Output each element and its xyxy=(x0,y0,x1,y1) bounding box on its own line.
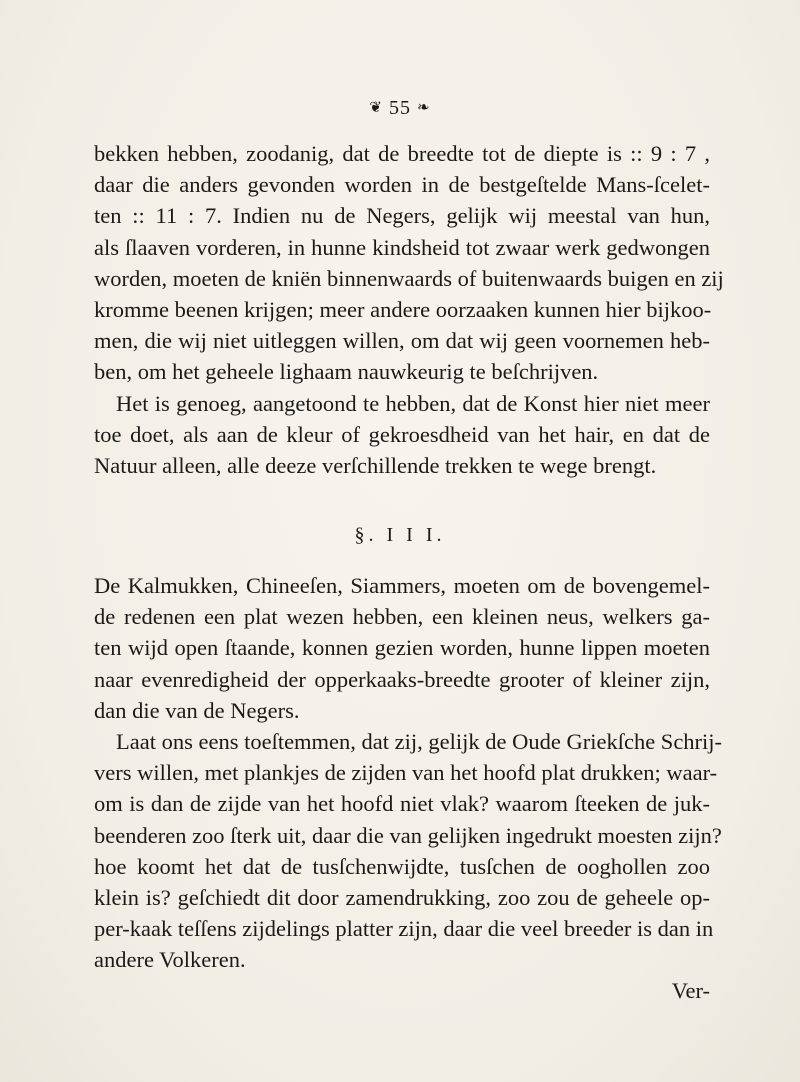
text-line: ten :: 11 : 7. Indien nu de Negers, gelijk wij meestal van hun, xyxy=(94,203,710,229)
text-line: om is dan de zijde van het hoofd niet vlak? waarom ſteeken de juk- xyxy=(94,791,710,817)
text-block-2 xyxy=(94,570,723,1007)
text-line: kromme beenen krijgen; meer andere oorzaaken kunnen hier bijkoo- xyxy=(94,296,712,322)
text-line: andere Volkeren. xyxy=(94,947,246,973)
text-block-1 xyxy=(94,138,724,481)
text-line: dan die van de Negers. xyxy=(94,697,300,723)
ornament-left-icon: ❦ xyxy=(369,100,383,116)
text-line: hoe koomt het dat de tusſchenwijdte, tusſchen de ooghollen zoo xyxy=(94,853,710,879)
text-line: worden, moeten de kniën binnenwaards of buitenwaards buigen en zij xyxy=(94,265,724,291)
text-line: toe doet, als aan de kleur of gekroesdheid van het hair, en dat de xyxy=(94,421,710,447)
text-line: ten wijd open ſtaande, konnen gezien worden, hunne lippen moeten xyxy=(94,635,710,661)
text-line: Laat ons eens toeſtemmen, dat zij, gelijk de Oude Griekſche Schrij- xyxy=(116,728,723,754)
text-line: daar die anders gevonden worden in de bestgeſtelde Mans-ſcelet- xyxy=(94,172,710,198)
section-heading: §. I I I. xyxy=(354,524,446,546)
text-line: beenderen zoo ſterk uit, daar die van gelijken ingedrukt moesten zijn? xyxy=(94,822,722,848)
catchword: Ver- xyxy=(671,978,710,1004)
text-line: men, die wij niet uitleggen willen, om dat wij geen voornemen heb- xyxy=(94,328,710,354)
text-line: Natuur alleen, alle deeze verſchillende trekken te wege brengt. xyxy=(94,452,657,478)
text-line: per-kaak teſſens zijdelings platter zijn, daar die veel breeder is dan in xyxy=(94,916,714,942)
text-line: klein is? geſchiedt dit door zamendrukking, zoo zou de geheele op- xyxy=(94,884,710,910)
text-line: Het is genoeg, aangetoond te hebben, dat de Konst hier niet meer xyxy=(116,390,710,416)
text-line: vers willen, met plankjes de zijden van het hoofd plat drukken; waar- xyxy=(94,760,718,786)
page-number: 55 xyxy=(389,97,411,119)
text-line: de redenen een plat wezen hebben, een kleinen neus, welkers ga- xyxy=(94,604,710,630)
text-line: De Kalmukken, Chineeſen, Siammers, moeten om de bovengemel- xyxy=(94,573,710,598)
text-line: naar evenredigheid der opperkaaks-breedte grooter of kleiner zijn, xyxy=(94,666,710,692)
page-header xyxy=(0,97,800,120)
text-line: ben, om het geheele lighaam nauwkeurig te beſchrijven. xyxy=(94,359,599,385)
text-line: als ſlaaven vorderen, in hunne kindsheid tot zwaar werk gedwongen xyxy=(94,234,710,260)
text-line: bekken hebben, zoodanig, dat de breedte tot de diepte is :: 9 : 7 , xyxy=(94,141,710,166)
ornament-right-icon: ❧ xyxy=(417,100,431,116)
